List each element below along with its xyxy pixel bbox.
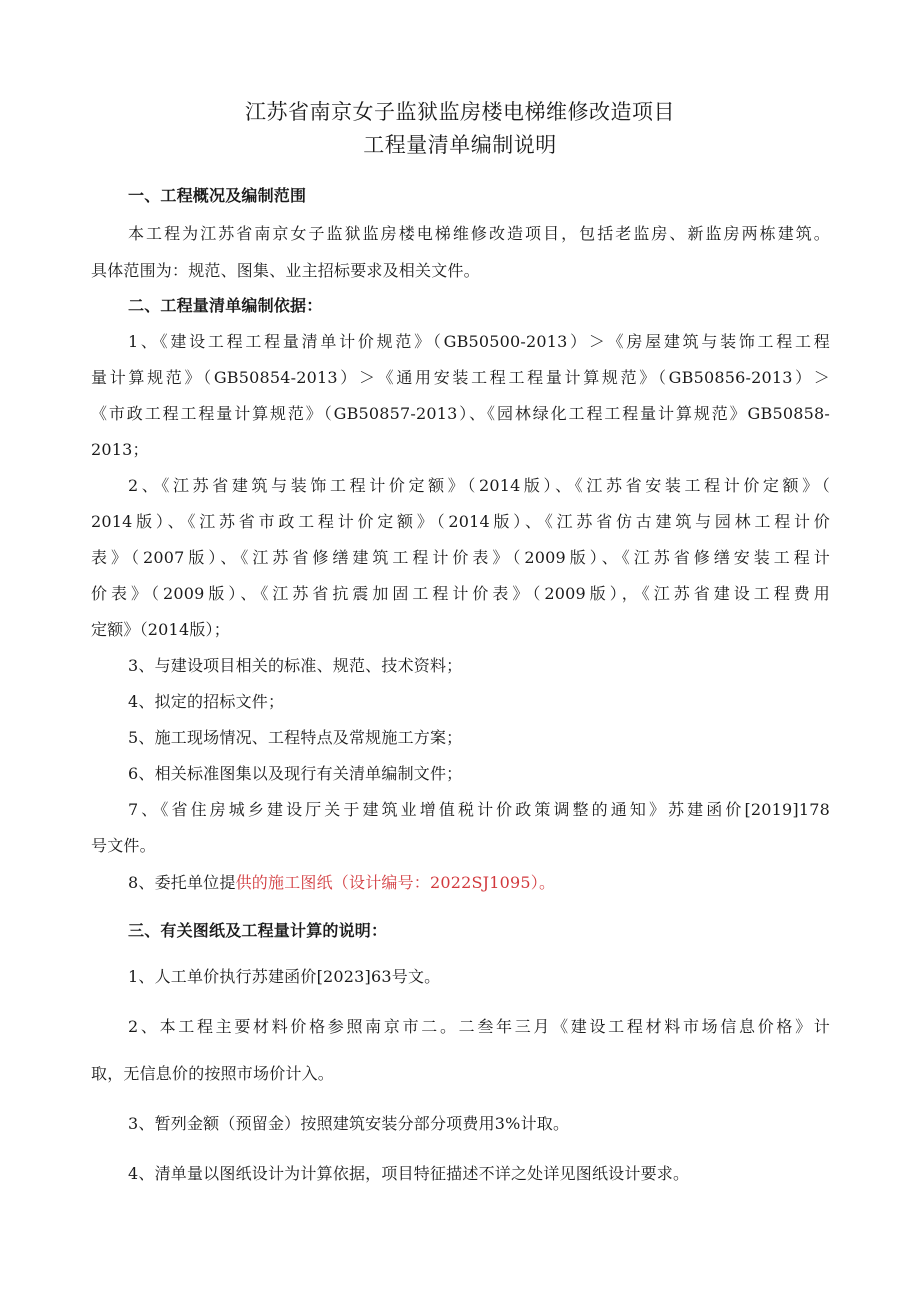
basis-item3: 3、与建设项目相关的标准、规范、技术资料； [128, 656, 463, 675]
drawing-note-item1: 1、人工单价执行苏建函价[2023]63号文。 [128, 967, 441, 986]
section1-heading: 一、工程概况及编制范围 [128, 186, 307, 205]
basis-item2-line1: 2、《江苏省建筑与装饰工程计价定额》（2014版）、《江苏省安装工程计价定额》（ [128, 476, 830, 495]
section1-paragraph-line2: 具体范围为：规范、图集、业主招标要求及相关文件。 [91, 261, 480, 280]
basis-item1-line4: 2013； [91, 440, 149, 459]
basis-item2-line4: 价表》（2009版）、《江苏省抗震加固工程计价表》（2009版），《江苏省建设工程费用 [91, 584, 830, 603]
title-line-2: 工程量清单编制说明 [363, 133, 557, 157]
drawing-note-item3: 3、暂列金额（预留金）按照建筑安装分部分项费用3%计取。 [128, 1114, 570, 1133]
basis-item2-line5: 定额》（2014版）； [91, 620, 230, 639]
basis-item2-line2: 2014版）、《江苏省市政工程计价定额》（2014版）、《江苏省仿古建筑与园林工程计价 [91, 512, 830, 531]
basis-item8-text: 8、委托单位提 [128, 873, 236, 892]
basis-item8 [128, 870, 555, 893]
drawing-note-item2-line1: 2、本工程主要材料价格参照南京市二。二叁年三月《建设工程材料市场信息价格》计 [128, 1017, 830, 1036]
drawing-note-item2-line2: 取，无信息价的按照市场价计入。 [91, 1064, 335, 1083]
section2-heading: 二、工程量清单编制依据： [128, 296, 323, 315]
basis-item4: 4、拟定的招标文件； [128, 692, 285, 711]
section3-heading: 三、有关图纸及工程量计算的说明： [128, 921, 388, 940]
basis-item1-line2: 量计算规范》（GB50854-2013）＞《通用安装工程工程量计算规范》（GB50856-2013）＞ [91, 368, 830, 387]
basis-item1-line1: 1、《建设工程工程量清单计价规范》（GB50500-2013）＞《房屋建筑与装饰工程工程 [128, 332, 830, 351]
basis-item7-line2: 号文件。 [91, 836, 156, 855]
basis-item5: 5、施工现场情况、工程特点及常规施工方案； [128, 728, 463, 747]
section1-paragraph-line1: 本工程为江苏省南京女子监狱监房楼电梯维修改造项目，包括老监房、新监房两栋建筑。 [128, 224, 830, 243]
basis-item7-line1: 7、《省住房城乡建设厅关于建筑业增值税计价政策调整的通知》苏建函价[2019]178 [128, 800, 830, 819]
drawing-note-item4: 4、清单量以图纸设计为计算依据，项目特征描述不详之处详见图纸设计要求。 [128, 1164, 690, 1183]
basis-item8-highlighted-text: 供的施工图纸（设计编号：2022SJ1095）。 [235, 873, 556, 892]
basis-item1-line3: 《市政工程工程量计算规范》（GB50857-2013）、《园林绿化工程工程量计算规范》GB50858- [91, 404, 830, 423]
basis-item6: 6、相关标准图集以及现行有关清单编制文件； [128, 764, 463, 783]
basis-item2-line3: 表》（2007版）、《江苏省修缮建筑工程计价表》（2009版）、《江苏省修缮安装工程计 [91, 548, 830, 567]
title-line-1: 江苏省南京女子监狱监房楼电梯维修改造项目 [245, 100, 675, 124]
